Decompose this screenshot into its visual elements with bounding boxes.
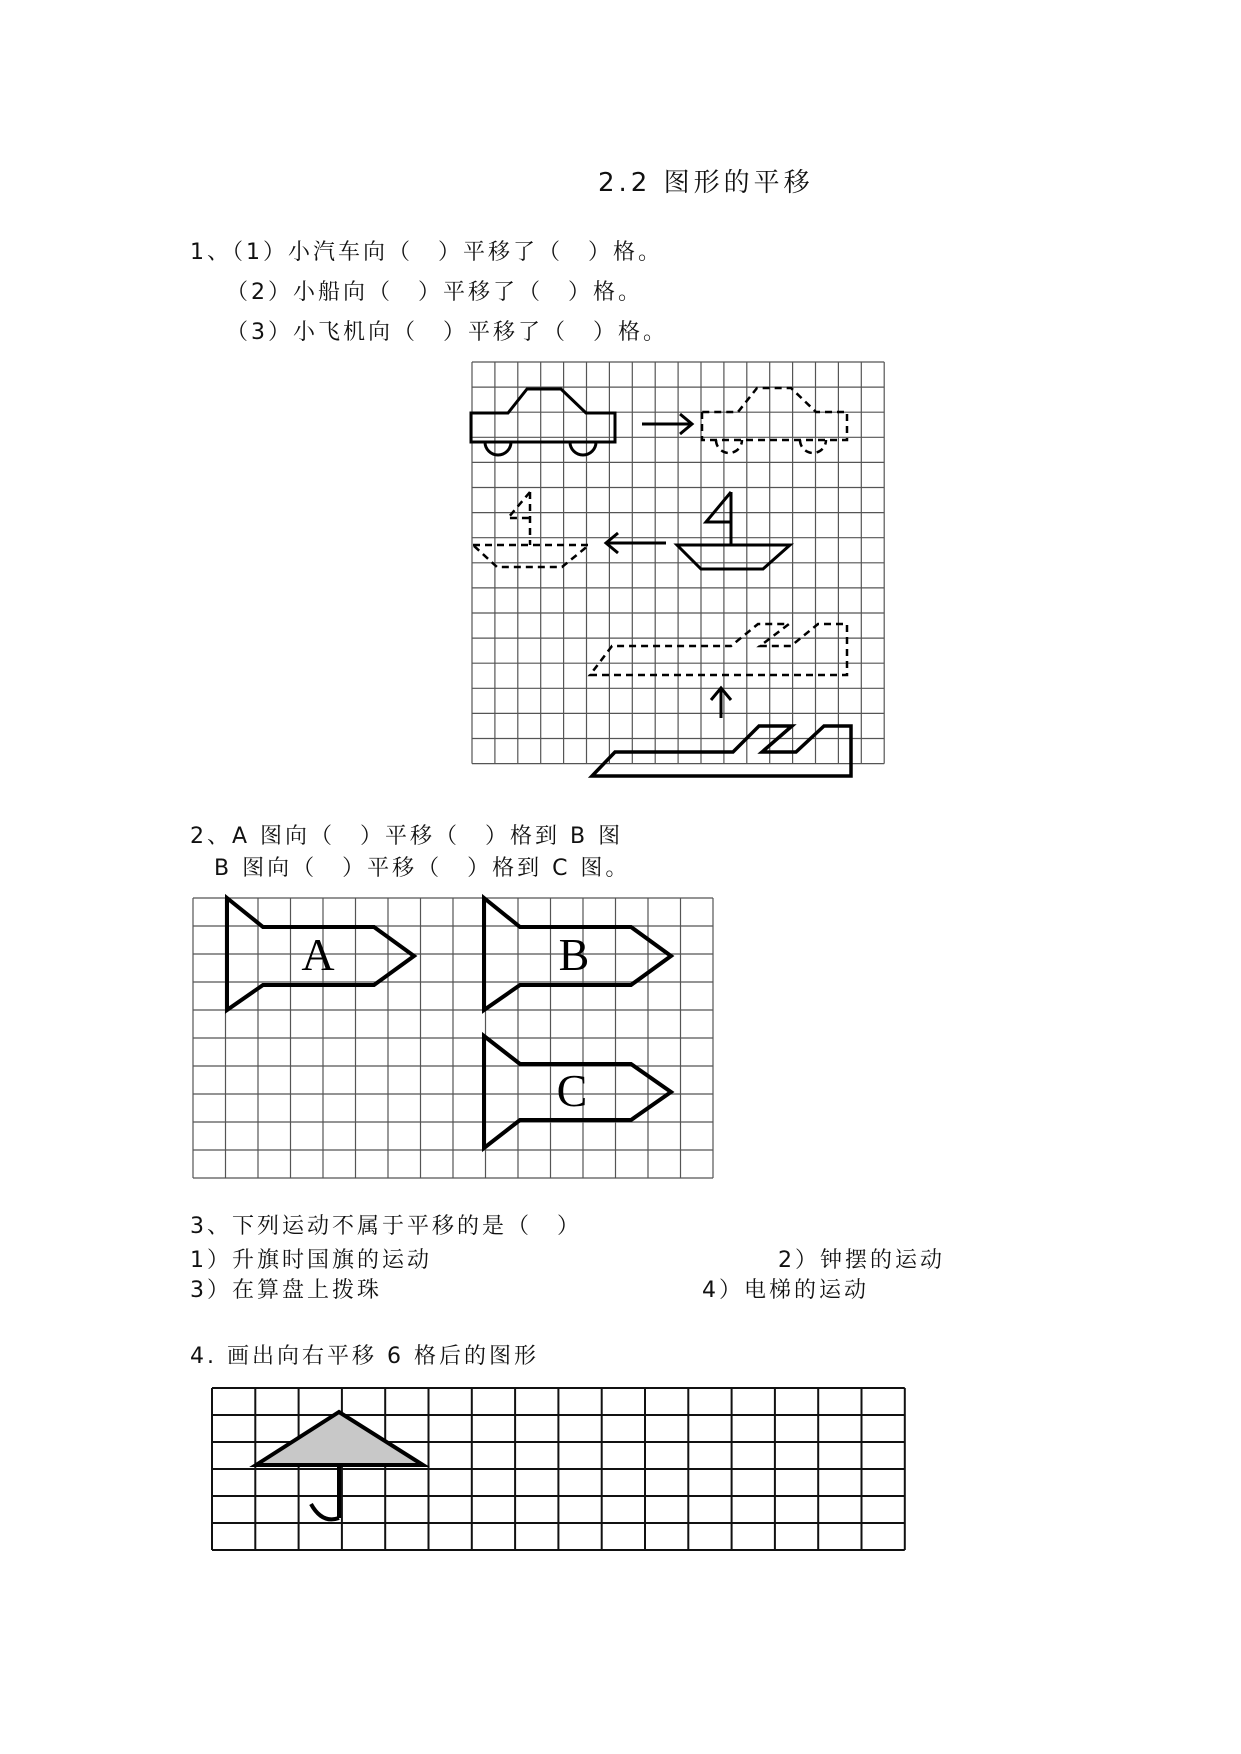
q1-line2: （2）小船向（ ）平移了（ ）格。 <box>226 280 643 305</box>
car-arrow <box>642 414 692 434</box>
plane-shape <box>592 726 851 776</box>
q4-question: 4. 画出向右平移 6 格后的图形 <box>190 1344 539 1369</box>
car-shape <box>471 389 615 455</box>
q3-question: 3、下列运动不属于平移的是（ ） <box>190 1214 582 1239</box>
label-c: C <box>556 1065 588 1116</box>
boat-dashed-image <box>473 492 589 567</box>
q3-option2: 2）钟摆的运动 <box>778 1248 945 1273</box>
umbrella-shape <box>256 1412 423 1519</box>
q3-option3: 3）在算盘上拨珠 <box>190 1278 382 1303</box>
label-a: A <box>301 929 335 980</box>
boat-shape <box>677 492 790 569</box>
q3-option1: 1）升旗时国旗的运动 <box>190 1248 432 1273</box>
q2-line1: 2、A 图向（ ）平移（ ）格到 B 图 <box>190 824 624 849</box>
q1-line1: 1、（1）小汽车向（ ）平移了（ ）格。 <box>190 240 663 265</box>
grid-q2 <box>193 898 713 1178</box>
grid-q4 <box>212 1388 905 1550</box>
q1-line3: （3）小飞机向（ ）平移了（ ）格。 <box>226 320 668 345</box>
q2-line2: B 图向（ ）平移（ ）格到 C 图。 <box>214 856 631 881</box>
page-title: 2.2 图形的平移 <box>598 168 814 198</box>
q3-option4: 4）电梯的运动 <box>702 1278 869 1303</box>
label-b: B <box>558 929 590 980</box>
grid-q1 <box>472 362 884 764</box>
plane-dashed-image <box>590 624 847 675</box>
boat-arrow <box>606 533 666 553</box>
